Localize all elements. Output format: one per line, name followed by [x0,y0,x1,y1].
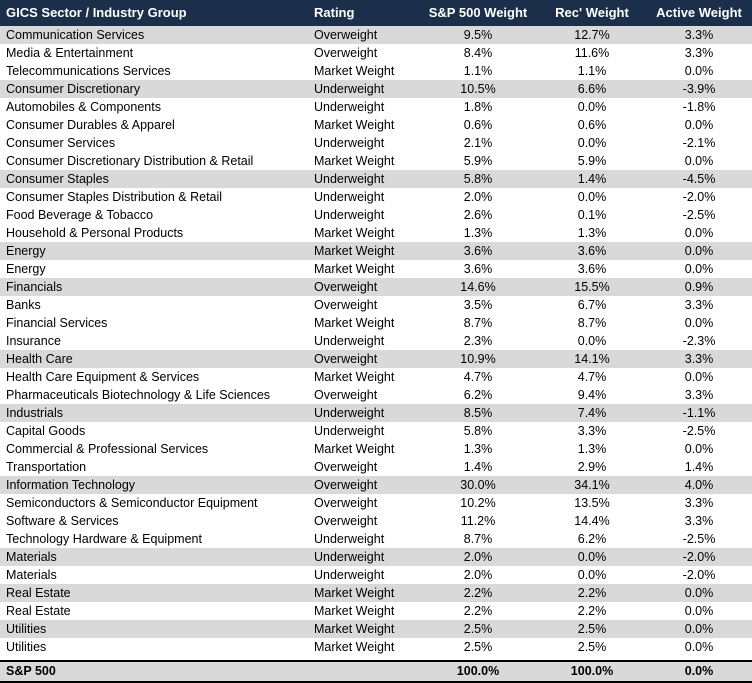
cell-sector-industry: Technology Hardware & Equipment [0,530,308,548]
table-row [0,224,752,242]
cell-sector-industry: Banks [0,296,308,314]
cell-sector-industry: Media & Entertainment [0,44,308,62]
cell-rec-weight: 14.1% [538,350,646,368]
cell-active-weight: 0.0% [646,620,752,638]
table-row [0,260,752,278]
table-row [0,44,752,62]
cell-rating: Market Weight [308,440,418,458]
table-row [0,314,752,332]
cell-rec-weight: 2.2% [538,584,646,602]
cell-rating: Underweight [308,422,418,440]
cell-sector-industry: Consumer Staples Distribution & Retail [0,188,308,206]
table-row [0,26,752,44]
cell-sp500-weight: 3.6% [418,242,538,260]
cell-rating: Underweight [308,98,418,116]
table-row [0,476,752,494]
cell-rec-weight: 6.6% [538,80,646,98]
cell-rec-weight: 7.4% [538,404,646,422]
cell-rating: Market Weight [308,116,418,134]
table-row [0,206,752,224]
cell-sp500-weight: 1.8% [418,98,538,116]
cell-active-weight: 0.0% [646,260,752,278]
cell-rating: Overweight [308,296,418,314]
table-row [0,404,752,422]
cell-active-weight: -2.1% [646,134,752,152]
cell-sector-industry: Communication Services [0,26,308,44]
table-row [0,566,752,584]
cell-sector-industry: Energy [0,242,308,260]
cell-rec-weight: 6.7% [538,296,646,314]
cell-rec-weight: 1.3% [538,224,646,242]
cell-sector-industry: Energy [0,260,308,278]
cell-rec-weight: 12.7% [538,26,646,44]
table-row [0,512,752,530]
cell-sp500-weight: 2.2% [418,602,538,620]
cell-sector-industry: Materials [0,566,308,584]
cell-sp500-weight: 1.1% [418,62,538,80]
cell-rec-weight: 15.5% [538,278,646,296]
total-cell-rating [308,661,418,682]
cell-active-weight: 0.0% [646,638,752,656]
cell-sp500-weight: 1.3% [418,440,538,458]
cell-rating: Underweight [308,80,418,98]
cell-rec-weight: 0.0% [538,566,646,584]
cell-sector-industry: Telecommunications Services [0,62,308,80]
cell-sp500-weight: 2.1% [418,134,538,152]
cell-sp500-weight: 2.2% [418,584,538,602]
cell-active-weight: 3.3% [646,44,752,62]
total-cell-rec-weight: 100.0% [538,661,646,682]
table-row [0,458,752,476]
cell-active-weight: 1.4% [646,458,752,476]
cell-rec-weight: 9.4% [538,386,646,404]
cell-active-weight: 0.0% [646,314,752,332]
cell-rec-weight: 34.1% [538,476,646,494]
cell-active-weight: -2.0% [646,566,752,584]
cell-rating: Market Weight [308,314,418,332]
table-row [0,134,752,152]
cell-rating: Overweight [308,458,418,476]
cell-rating: Overweight [308,350,418,368]
cell-sp500-weight: 8.5% [418,404,538,422]
table-header-row [0,0,752,26]
cell-sp500-weight: 3.6% [418,260,538,278]
cell-rec-weight: 3.6% [538,260,646,278]
cell-rating: Market Weight [308,62,418,80]
cell-active-weight: 0.9% [646,278,752,296]
cell-rating: Underweight [308,188,418,206]
cell-rating: Overweight [308,512,418,530]
cell-rating: Market Weight [308,368,418,386]
table-row [0,332,752,350]
cell-active-weight: -2.3% [646,332,752,350]
cell-sector-industry: Utilities [0,638,308,656]
column-header-rec-weight: Rec' Weight [538,0,646,26]
cell-active-weight: 3.3% [646,350,752,368]
table-row [0,98,752,116]
cell-sector-industry: Commercial & Professional Services [0,440,308,458]
table-total-row [0,661,752,682]
cell-active-weight: -3.9% [646,80,752,98]
cell-rating: Overweight [308,44,418,62]
cell-rec-weight: 1.1% [538,62,646,80]
cell-sp500-weight: 5.8% [418,422,538,440]
cell-sector-industry: Automobiles & Components [0,98,308,116]
cell-sector-industry: Industrials [0,404,308,422]
cell-sp500-weight: 10.9% [418,350,538,368]
cell-sp500-weight: 10.5% [418,80,538,98]
cell-sp500-weight: 2.0% [418,548,538,566]
table-row [0,188,752,206]
column-header-sp500-weight: S&P 500 Weight [418,0,538,26]
cell-sp500-weight: 2.6% [418,206,538,224]
table-row [0,242,752,260]
cell-active-weight: 0.0% [646,224,752,242]
table-row [0,152,752,170]
cell-sector-industry: Consumer Staples [0,170,308,188]
cell-sp500-weight: 8.4% [418,44,538,62]
total-cell-sp500-weight: 100.0% [418,661,538,682]
table-row [0,80,752,98]
cell-sector-industry: Real Estate [0,584,308,602]
cell-sp500-weight: 2.3% [418,332,538,350]
cell-active-weight: 0.0% [646,116,752,134]
cell-rating: Market Weight [308,620,418,638]
cell-rating: Underweight [308,566,418,584]
table-row [0,440,752,458]
cell-sector-industry: Consumer Durables & Apparel [0,116,308,134]
cell-sp500-weight: 8.7% [418,530,538,548]
cell-rating: Underweight [308,548,418,566]
table-row [0,116,752,134]
cell-sp500-weight: 2.0% [418,188,538,206]
cell-sector-industry: Consumer Discretionary Distribution & Retail [0,152,308,170]
table-row [0,584,752,602]
cell-rec-weight: 1.4% [538,170,646,188]
table-row [0,296,752,314]
total-cell-active-weight: 0.0% [646,661,752,682]
cell-active-weight: 0.0% [646,440,752,458]
cell-active-weight: 0.0% [646,368,752,386]
cell-active-weight: 0.0% [646,152,752,170]
table-row [0,386,752,404]
cell-sector-industry: Insurance [0,332,308,350]
cell-sector-industry: Pharmaceuticals Biotechnology & Life Sciences [0,386,308,404]
cell-sector-industry: Consumer Discretionary [0,80,308,98]
cell-rec-weight: 3.3% [538,422,646,440]
cell-rating: Market Weight [308,152,418,170]
table-row [0,494,752,512]
cell-sp500-weight: 4.7% [418,368,538,386]
cell-sp500-weight: 11.2% [418,512,538,530]
cell-rec-weight: 8.7% [538,314,646,332]
table-row [0,170,752,188]
cell-rec-weight: 13.5% [538,494,646,512]
cell-rec-weight: 5.9% [538,152,646,170]
cell-sector-industry: Real Estate [0,602,308,620]
cell-sp500-weight: 2.5% [418,638,538,656]
cell-rec-weight: 2.2% [538,602,646,620]
table-row [0,548,752,566]
cell-rating: Overweight [308,26,418,44]
cell-sector-industry: Utilities [0,620,308,638]
cell-sp500-weight: 30.0% [418,476,538,494]
cell-sp500-weight: 10.2% [418,494,538,512]
cell-rec-weight: 6.2% [538,530,646,548]
cell-sector-industry: Transportation [0,458,308,476]
cell-active-weight: -2.5% [646,422,752,440]
cell-sector-industry: Food Beverage & Tobacco [0,206,308,224]
table-row [0,350,752,368]
cell-rating: Market Weight [308,242,418,260]
cell-rec-weight: 0.6% [538,116,646,134]
cell-sp500-weight: 6.2% [418,386,538,404]
cell-rec-weight: 14.4% [538,512,646,530]
cell-rec-weight: 1.3% [538,440,646,458]
cell-rating: Underweight [308,530,418,548]
cell-active-weight: 3.3% [646,386,752,404]
cell-active-weight: -2.0% [646,188,752,206]
cell-sector-industry: Software & Services [0,512,308,530]
cell-rating: Overweight [308,476,418,494]
cell-active-weight: -2.5% [646,206,752,224]
cell-active-weight: -1.1% [646,404,752,422]
cell-active-weight: -2.0% [646,548,752,566]
cell-rating: Overweight [308,386,418,404]
cell-active-weight: 3.3% [646,26,752,44]
table-row [0,278,752,296]
cell-active-weight: 0.0% [646,242,752,260]
cell-rec-weight: 0.0% [538,188,646,206]
cell-active-weight: 0.0% [646,602,752,620]
cell-sector-industry: Materials [0,548,308,566]
cell-sector-industry: Information Technology [0,476,308,494]
cell-active-weight: 3.3% [646,512,752,530]
cell-sp500-weight: 9.5% [418,26,538,44]
cell-active-weight: 4.0% [646,476,752,494]
cell-rating: Market Weight [308,584,418,602]
table-row [0,602,752,620]
total-cell-label: S&P 500 [0,661,308,682]
cell-active-weight: 0.0% [646,62,752,80]
cell-active-weight: 3.3% [646,296,752,314]
cell-sector-industry: Health Care Equipment & Services [0,368,308,386]
table-row [0,368,752,386]
cell-rating: Underweight [308,206,418,224]
cell-rec-weight: 0.0% [538,98,646,116]
cell-rating: Market Weight [308,638,418,656]
table-body [0,26,752,682]
cell-active-weight: -4.5% [646,170,752,188]
cell-rating: Underweight [308,134,418,152]
cell-rec-weight: 11.6% [538,44,646,62]
cell-sector-industry: Consumer Services [0,134,308,152]
cell-rating: Market Weight [308,602,418,620]
cell-sp500-weight: 3.5% [418,296,538,314]
cell-active-weight: -2.5% [646,530,752,548]
cell-sector-industry: Financials [0,278,308,296]
cell-sp500-weight: 2.5% [418,620,538,638]
cell-rec-weight: 2.5% [538,620,646,638]
cell-sp500-weight: 1.3% [418,224,538,242]
cell-active-weight: 3.3% [646,494,752,512]
cell-sp500-weight: 0.6% [418,116,538,134]
cell-sector-industry: Health Care [0,350,308,368]
table-row [0,620,752,638]
table-row [0,62,752,80]
cell-rec-weight: 0.0% [538,134,646,152]
table-row [0,422,752,440]
cell-sector-industry: Capital Goods [0,422,308,440]
cell-rec-weight: 4.7% [538,368,646,386]
column-header-active-weight: Active Weight [646,0,752,26]
cell-active-weight: 0.0% [646,584,752,602]
cell-rec-weight: 2.5% [538,638,646,656]
table-row [0,530,752,548]
column-header-sector-industry: GICS Sector / Industry Group [0,0,308,26]
cell-rating: Market Weight [308,224,418,242]
cell-sp500-weight: 5.8% [418,170,538,188]
cell-sp500-weight: 5.9% [418,152,538,170]
cell-sector-industry: Semiconductors & Semiconductor Equipment [0,494,308,512]
cell-sp500-weight: 8.7% [418,314,538,332]
cell-rating: Underweight [308,332,418,350]
cell-active-weight: -1.8% [646,98,752,116]
table-row [0,638,752,656]
cell-rec-weight: 0.0% [538,332,646,350]
cell-rating: Underweight [308,170,418,188]
column-header-rating: Rating [308,0,418,26]
cell-sector-industry: Financial Services [0,314,308,332]
cell-sector-industry: Household & Personal Products [0,224,308,242]
cell-rec-weight: 0.1% [538,206,646,224]
cell-sp500-weight: 14.6% [418,278,538,296]
cell-rating: Overweight [308,278,418,296]
cell-rec-weight: 3.6% [538,242,646,260]
cell-sp500-weight: 2.0% [418,566,538,584]
cell-rec-weight: 0.0% [538,548,646,566]
cell-rating: Underweight [308,404,418,422]
cell-rec-weight: 2.9% [538,458,646,476]
table-header [0,0,752,26]
cell-rating: Market Weight [308,260,418,278]
cell-sp500-weight: 1.4% [418,458,538,476]
cell-rating: Overweight [308,494,418,512]
